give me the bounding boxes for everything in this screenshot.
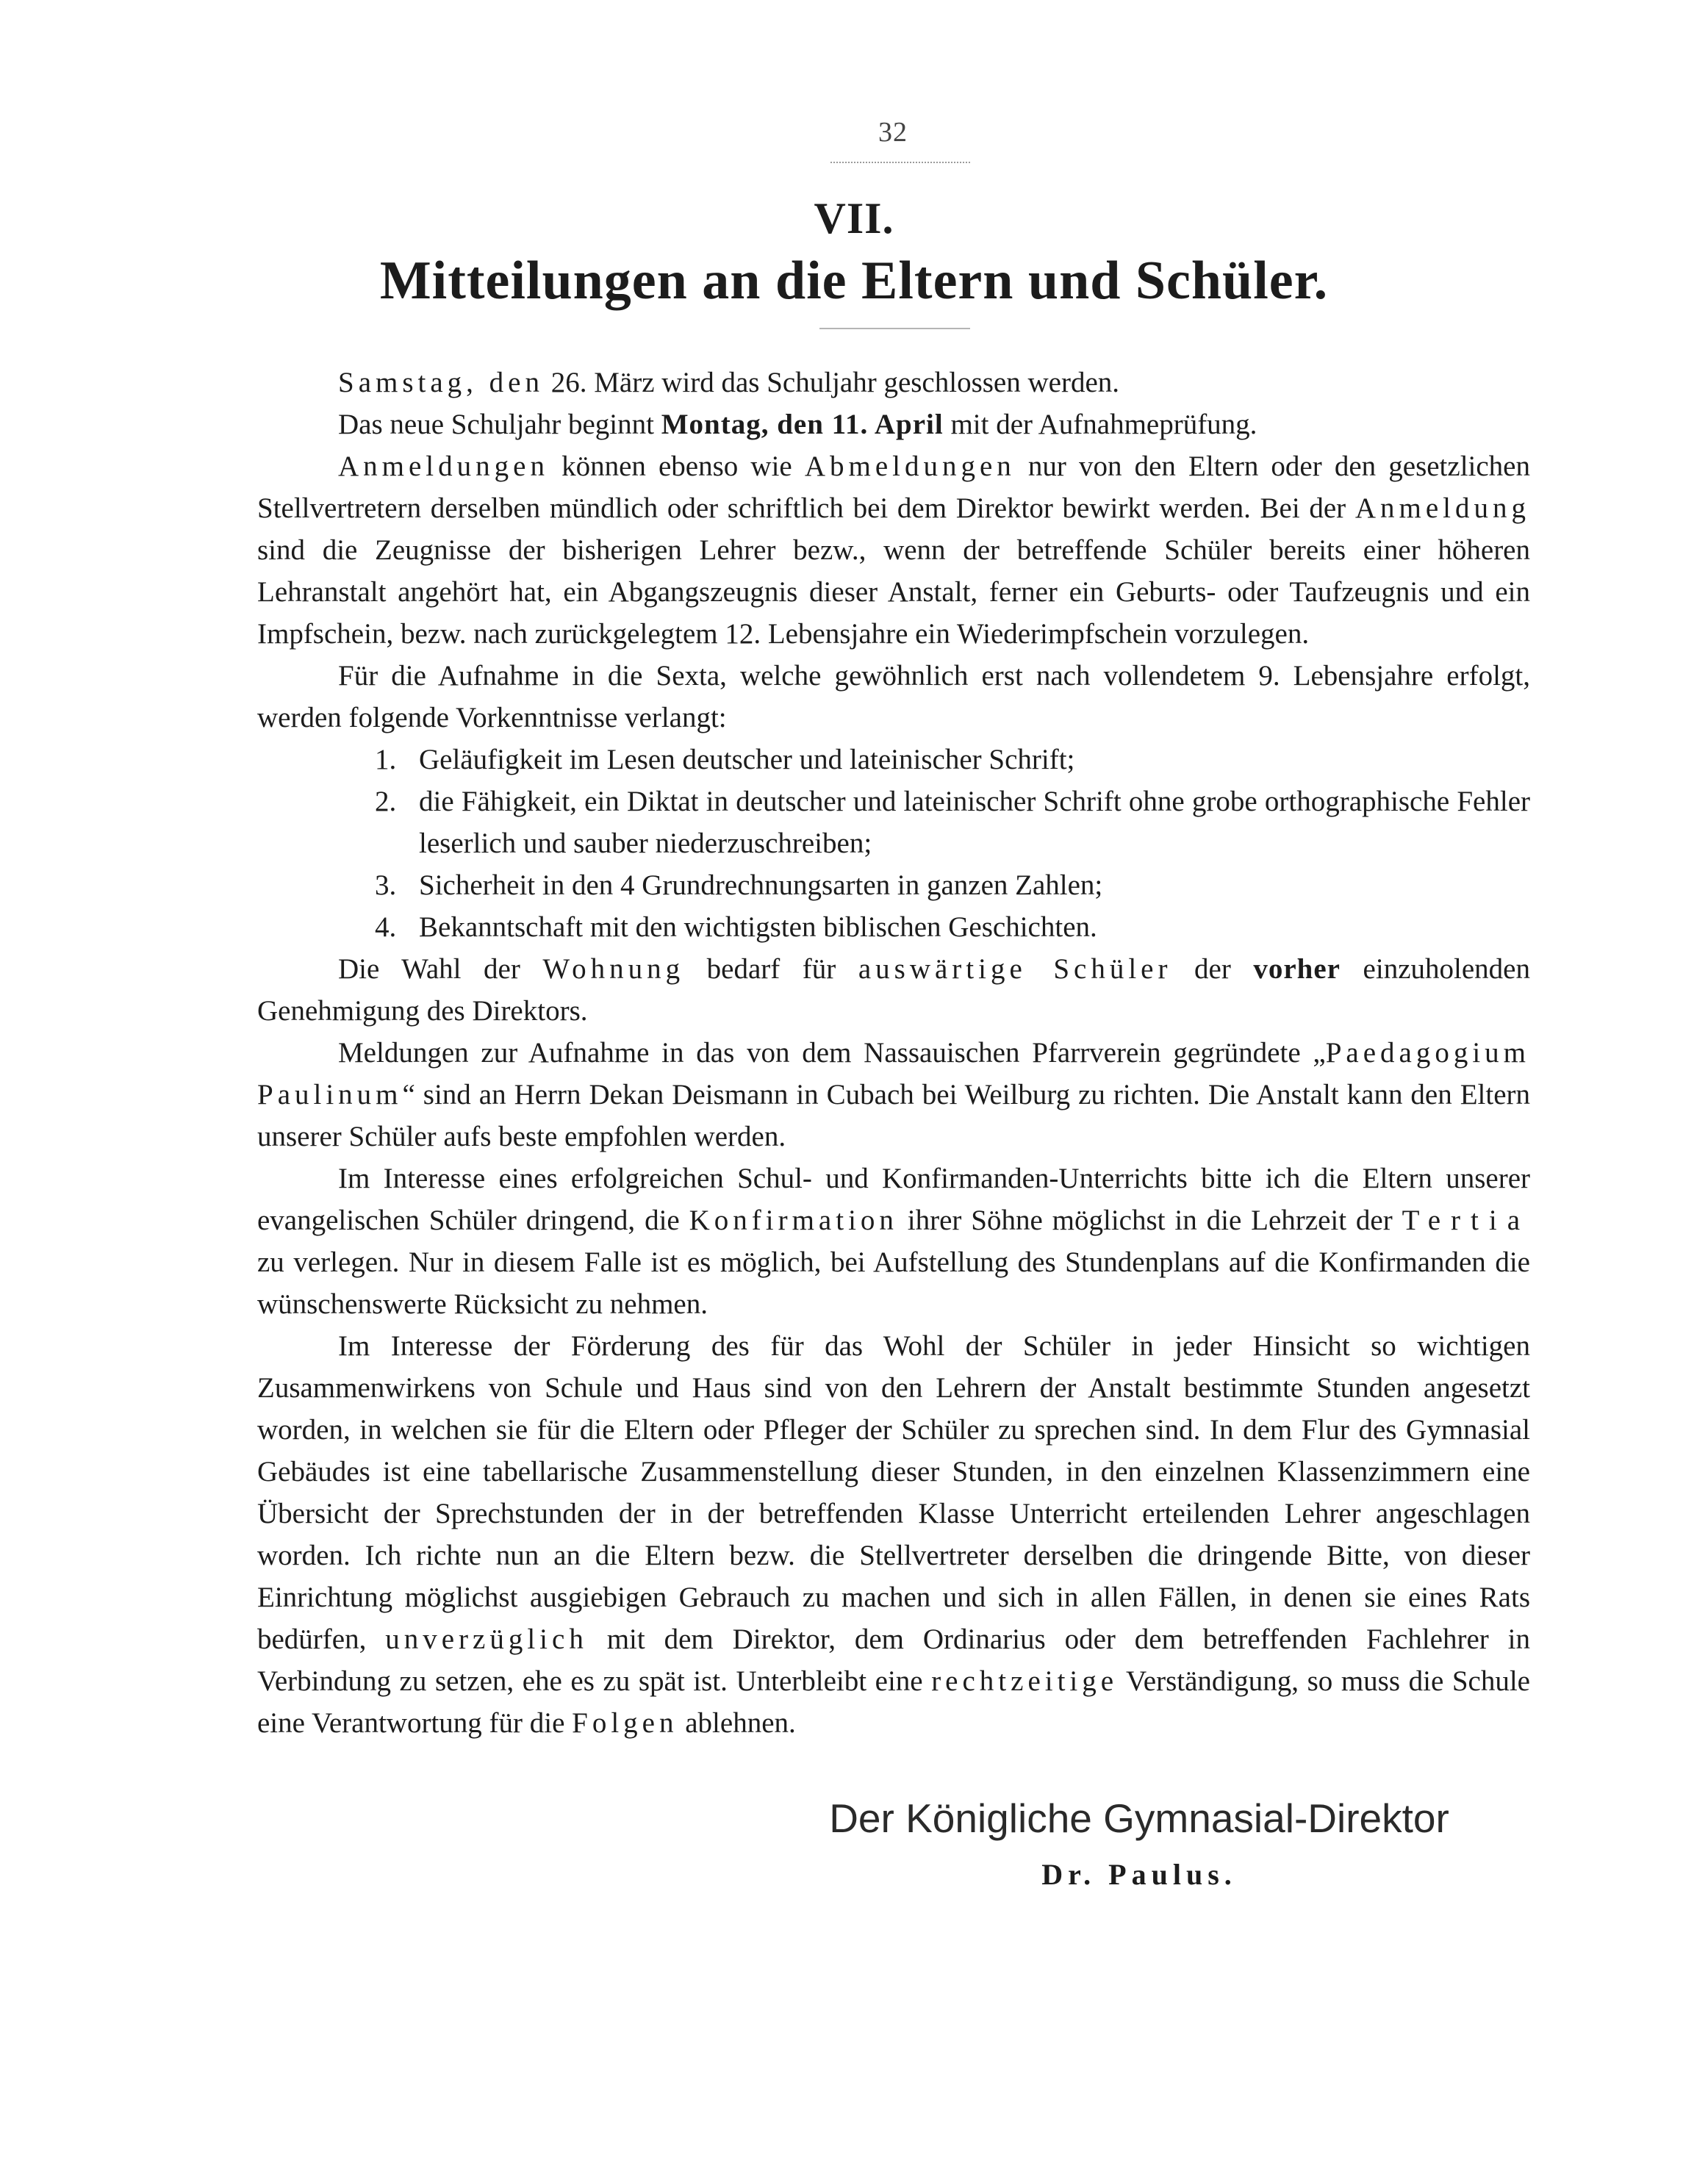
text-run: Im Interesse der Förderung des für das Wohl der Schüler in jeder Hinsicht so wichtigen Zusammenwirkens von Schule und Haus sind von den Lehrern der Anstalt bestimmte Stunden angesetzt worden, in welchen sie für die Eltern oder Pfleger der Schüler zu sprechen sind. In dem Flur des Gymnasial Gebäudes ist eine tabellarische Zusammenstellung dieser Stunden, in den einzelnen Klassenzimmern eine Übersicht der Sprechstunden der in der betreffenden Klasse Unterricht erteilenden Lehrer angeschlagen worden. Ich richte nun an die Eltern bezw. die Stellvertreter derselben die dringende Bitte, von dieser Einrichtung möglichst ausgiebigen Gebrauch zu machen und sich in allen Fällen, in denen sie eines Rats bedürfen, bbox=[257, 1330, 1530, 1655]
paragraph-paulinum bbox=[257, 1032, 1530, 1158]
text-run: zu verlegen. Nur in diesem Falle ist es möglich, bei Aufstellung des Stundenplans auf die Konfirmanden die wünschenswerte Rücksicht zu nehmen. bbox=[257, 1246, 1530, 1320]
paragraph-office-hours bbox=[257, 1325, 1530, 1744]
paragraph-registration bbox=[257, 445, 1530, 655]
spaced-text: Abmeldungen bbox=[804, 451, 1016, 482]
text-run: mit dem Direktor, dem Ordinarius oder dem betreffenden Fachlehrer in Verbindung zu setzen, ehe es zu spät ist. Unterbleibt eine bbox=[257, 1623, 1530, 1697]
list-item bbox=[257, 906, 1530, 948]
paragraph-housing bbox=[257, 948, 1530, 1032]
text-run: Das neue Schuljahr beginnt bbox=[338, 409, 661, 440]
spaced-text: Samstag, den bbox=[338, 367, 544, 398]
requirements-list bbox=[257, 739, 1530, 948]
list-text: Geläufigkeit im Lesen deutscher und lateinischer Schrift; bbox=[419, 744, 1075, 775]
paragraph-new-school-year bbox=[257, 403, 1530, 445]
text-run: sind die Zeugnisse der bisherigen Lehrer bezw., wenn der betreffende Schüler bereits einer höheren Lehranstalt angehört hat, ein Abgangszeugnis dieser Anstalt, ferner ein Geburts- oder Taufzeugnis und ein Impfschein, bezw. nach zurückgelegtem 12. Lebensjahre ein Wiederimpfschein vorzulegen. bbox=[257, 534, 1530, 650]
text-run: “ sind an Herrn Dekan Deismann in Cubach bei Weilburg zu richten. Die Anstalt kann den Eltern unserer Schüler aufs beste empfohlen werden. bbox=[257, 1079, 1530, 1152]
list-item bbox=[257, 780, 1530, 864]
text-run: Verständigung, so muss die Schule eine Verantwortung für die bbox=[257, 1665, 1530, 1739]
body-text bbox=[257, 362, 1530, 1744]
paragraph-confirmation bbox=[257, 1158, 1530, 1325]
title-rule bbox=[819, 328, 970, 329]
page-number: 32 bbox=[878, 117, 908, 148]
spaced-text: Anmeldung bbox=[1354, 492, 1530, 524]
list-text: Bekanntschaft mit den wichtigsten biblischen Geschichten. bbox=[419, 911, 1097, 943]
list-text: Sicherheit in den 4 Grundrechnungsarten in ganzen Zahlen; bbox=[419, 869, 1103, 901]
list-number: 4. bbox=[375, 911, 397, 943]
spaced-text: unverzüglich bbox=[385, 1623, 588, 1655]
text-run: Meldungen zur Aufnahme in das von dem Nassauischen Pfarrverein gegründete „ bbox=[338, 1037, 1326, 1069]
text-run: ihrer Söhne möglichst in die Lehrzeit der bbox=[897, 1205, 1402, 1236]
text-run: können ebenso wie bbox=[548, 451, 805, 482]
page-number-rule bbox=[830, 162, 970, 163]
text-run: einzuholenden Genehmigung des Direktors. bbox=[257, 953, 1530, 1027]
text-run: mit der Aufnahmeprüfung. bbox=[943, 409, 1257, 440]
section-number: VII. bbox=[814, 194, 894, 243]
list-number: 2. bbox=[375, 786, 397, 817]
spaced-text: Wohnung bbox=[542, 953, 685, 985]
text-run: Im Interesse eines erfolgreichen Schul- und Konfirmanden-Unterrichts bitte ich die Eltern unserer evangelischen Schüler dringend, die bbox=[257, 1163, 1530, 1236]
signature-title: Der Königliche Gymnasial-Direktor bbox=[829, 1795, 1449, 1841]
spaced-text: rechtzeitige bbox=[931, 1665, 1119, 1697]
spaced-text: Folgen bbox=[572, 1707, 678, 1739]
spaced-text: Anmeldungen bbox=[338, 451, 549, 482]
bold-date: Montag, den 11. April bbox=[661, 409, 944, 440]
paragraph-sexta-admission: Für die Aufnahme in die Sexta, welche gewöhnlich erst nach vollendetem 9. Lebensjahre erfolgt, werden folgende Vorkenntnisse verlangt: bbox=[257, 660, 1530, 733]
text-run: 26. März wird das Schuljahr geschlossen werden. bbox=[543, 367, 1120, 398]
text-run: ablehnen. bbox=[678, 1707, 796, 1739]
text-run: Die Wahl der bbox=[338, 953, 543, 985]
spaced-text: Konfirmation bbox=[689, 1205, 898, 1236]
signature-name: Dr. Paulus. bbox=[1041, 1858, 1237, 1891]
list-number: 1. bbox=[375, 744, 397, 775]
list-number: 3. bbox=[375, 869, 397, 901]
text-run: der bbox=[1171, 953, 1254, 985]
list-item bbox=[257, 739, 1530, 780]
spaced-text: auswärtige Schüler bbox=[858, 953, 1172, 985]
page-title: Mitteilungen an die Eltern und Schüler. bbox=[379, 251, 1329, 311]
bold-word: vorher bbox=[1253, 953, 1341, 985]
text-run: bedarf für bbox=[684, 953, 858, 985]
spaced-text: Paedagogium Paulinum bbox=[257, 1037, 1530, 1110]
paragraph-school-year-end bbox=[257, 362, 1530, 403]
list-item bbox=[257, 864, 1530, 906]
spaced-text: Tertia bbox=[1402, 1205, 1531, 1236]
text-run: nur von den Eltern oder den gesetzlichen Stellvertretern derselben mündlich oder schriftlich bei dem Direktor bewirkt werden. Bei der bbox=[257, 451, 1530, 524]
list-text: die Fähigkeit, ein Diktat in deutscher und lateinischer Schrift ohne grobe orthographische Fehler leserlich und sauber niederzuschreiben; bbox=[419, 786, 1530, 859]
